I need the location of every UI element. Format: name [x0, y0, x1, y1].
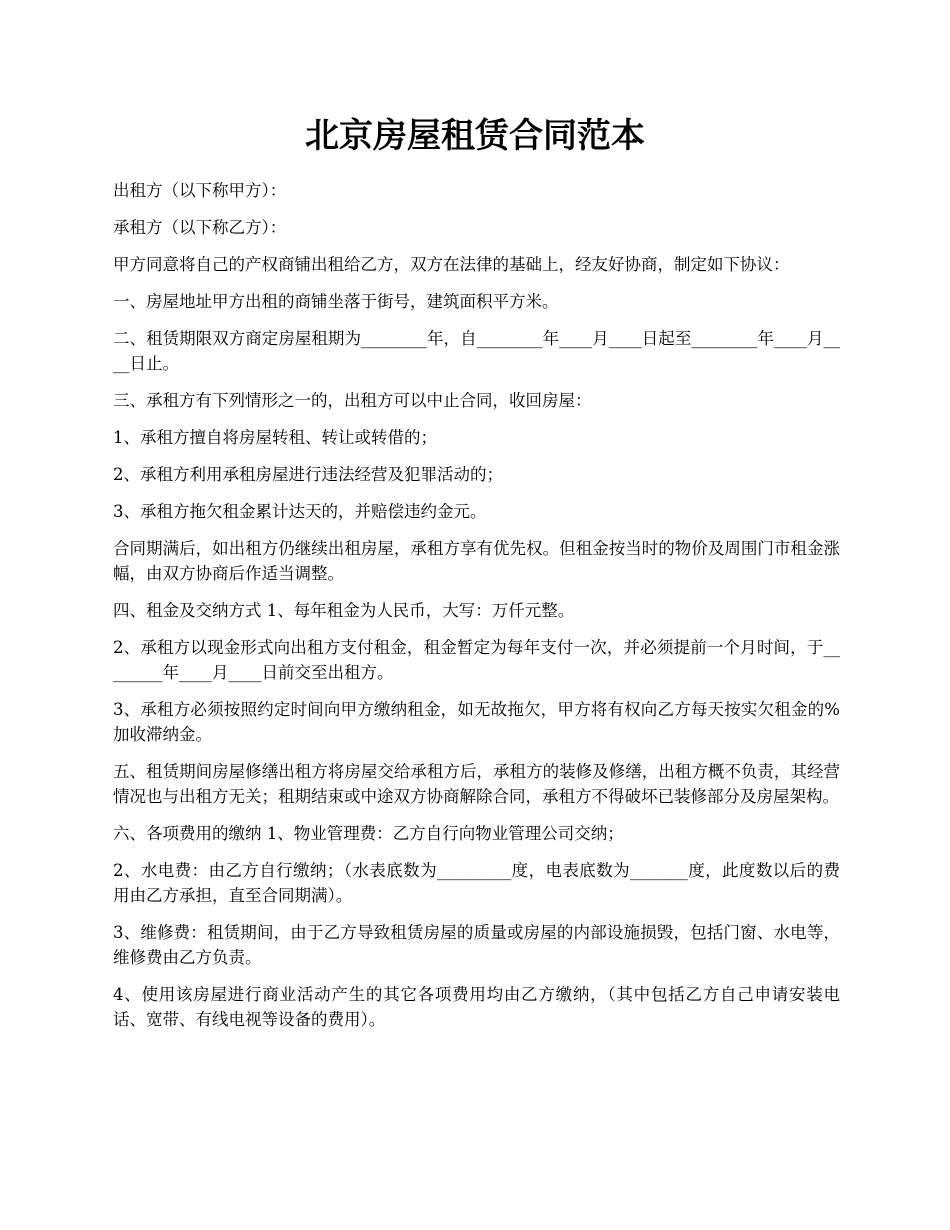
paragraph-intro: 甲方同意将自己的产权商铺出租给乙方，双方在法律的基础上，经友好协商，制定如下协议：	[113, 255, 790, 274]
paragraph-section-5: 五、租赁期间房屋修缮出租方将房屋交给承租方后，承租方的装修及修缮，出租方概不负责，其经营情况也与出租方无关；租期结束或中途双方协商解除合同，承租方不得破坏已装修部分及房屋架构。	[113, 762, 840, 806]
paragraph-item: 4、使用该房屋进行商业活动产生的其它各项费用均由乙方缴纳，（其中包括乙方自己申请安装电话、宽带、有线电视等设备的费用）。	[113, 985, 840, 1029]
paragraph-lessor: 出租方（以下称甲方）：	[113, 181, 287, 200]
paragraph-item: 2、承租方以现金形式向出租方支付租金，租金暂定为每年支付一次，并必须提前一个月时间，于________年____月____日前交至出租方。	[113, 638, 840, 682]
paragraph-item: 3、承租方必须按照约定时间向甲方缴纳租金，如无故拖欠，甲方将有权向乙方每天按实欠租金的%加收滞纳金。	[113, 700, 840, 744]
paragraph-item: 2、水电费：由乙方自行缴纳；（水表底数为_________度，电表底数为_______度，此度数以后的费用由乙方承担，直至合同期满）。	[113, 861, 840, 905]
paragraph-item: 1、承租方擅自将房屋转租、转让或转借的；	[113, 428, 437, 447]
paragraph-item: 2、承租方利用承租房屋进行违法经营及犯罪活动的；	[113, 465, 503, 484]
paragraph-section-4: 四、租金及交纳方式 1、每年租金为人民币，大写：万仟元整。	[113, 601, 575, 620]
document-body	[113, 178, 840, 1044]
paragraph-section-1: 一、房屋地址甲方出租的商铺坐落于街号，建筑面积平方米。	[113, 292, 559, 311]
document-title: 北京房屋租赁合同范本	[305, 116, 645, 156]
paragraph-lessee: 承租方（以下称乙方）：	[113, 218, 287, 237]
paragraph-section-3: 三、承租方有下列情形之一的，出租方可以中止合同，收回房屋：	[113, 391, 592, 410]
paragraph-item: 3、承租方拖欠租金累计达天的，并赔偿违约金元。	[113, 502, 487, 521]
paragraph-item: 3、维修费：租赁期间，由于乙方导致租赁房屋的质量或房屋的内部设施损毁，包括门窗、水电等，维修费由乙方负责。	[113, 923, 840, 967]
paragraph-section-2: 二、租赁期限双方商定房屋租期为________年，自________年____月____日起至________年____月____日止。	[113, 329, 840, 373]
paragraph-renewal: 合同期满后，如出租方仍继续出租房屋，承租方享有优先权。但租金按当时的物价及周围门市租金涨幅，由双方协商后作适当调整。	[113, 539, 840, 583]
paragraph-section-6: 六、各项费用的缴纳 1、物业管理费：乙方自行向物业管理公司交纳；	[113, 824, 624, 843]
